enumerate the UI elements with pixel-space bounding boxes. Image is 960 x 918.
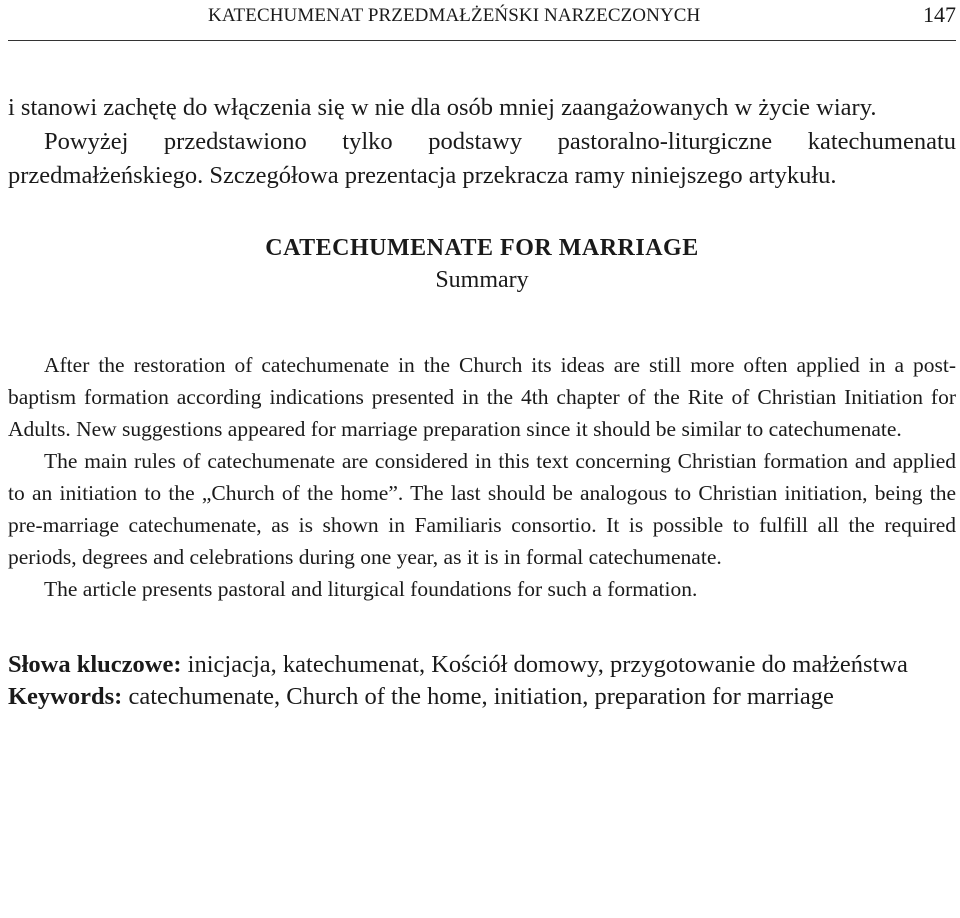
paragraph: Powyżej przedstawiono tylko podstawy pastoralno-liturgiczne katechumenatu przedmałżeńskiego. Szczegółowa prezentacja przekracza ramy niniejszego artykułu. bbox=[8, 128, 956, 189]
keywords-polish bbox=[8, 649, 956, 681]
keywords-english bbox=[8, 681, 956, 713]
summary-body-text bbox=[8, 349, 956, 605]
paragraph: After the restoration of catechumenate in the Church its ideas are still more often applied in a post-baptism formation according indications presented in the 4th chapter of the Rite of Christian Initiation for Adults. New suggestions appeared for marriage preparation since it should be similar to catechumenate. bbox=[8, 353, 956, 441]
page bbox=[8, 0, 956, 713]
running-header bbox=[8, 0, 956, 41]
page-number: 147 bbox=[923, 2, 956, 27]
keywords-english-values: catechumenate, Church of the home, initiation, preparation for marriage bbox=[128, 683, 834, 710]
paragraph: i stanowi zachętę do włączenia się w nie dla osób mniej zaangażowanych w życie wiary. bbox=[8, 94, 877, 121]
running-title: KATECHUMENAT PRZEDMAŁŻEŃSKI NARZECZONYCH bbox=[208, 5, 701, 26]
summary-subheading: Summary bbox=[435, 267, 529, 293]
summary-heading: CATECHUMENATE FOR MARRIAGE bbox=[265, 235, 699, 261]
summary-title-block bbox=[8, 232, 956, 296]
paragraph: The main rules of catechumenate are considered in this text concerning Christian formation and applied to an initiation to the „Church of the home”. The last should be analogous to Christian initiation, being the pre-marriage catechumenate, as is shown in Familiaris consortio. It is possible to fulfill all the required periods, degrees and celebrations during one year, as it is in formal catechumenate. bbox=[8, 449, 956, 569]
keywords-polish-label: Słowa kluczowe: bbox=[8, 651, 182, 678]
keywords-english-label: Keywords: bbox=[8, 683, 123, 710]
keywords-polish-values: inicjacja, katechumenat, Kościół domowy, przygotowanie do małżeństwa bbox=[187, 651, 908, 678]
paragraph: The article presents pastoral and liturgical foundations for such a formation. bbox=[44, 577, 698, 601]
polish-body-text bbox=[8, 91, 956, 193]
keywords-block bbox=[8, 649, 956, 713]
